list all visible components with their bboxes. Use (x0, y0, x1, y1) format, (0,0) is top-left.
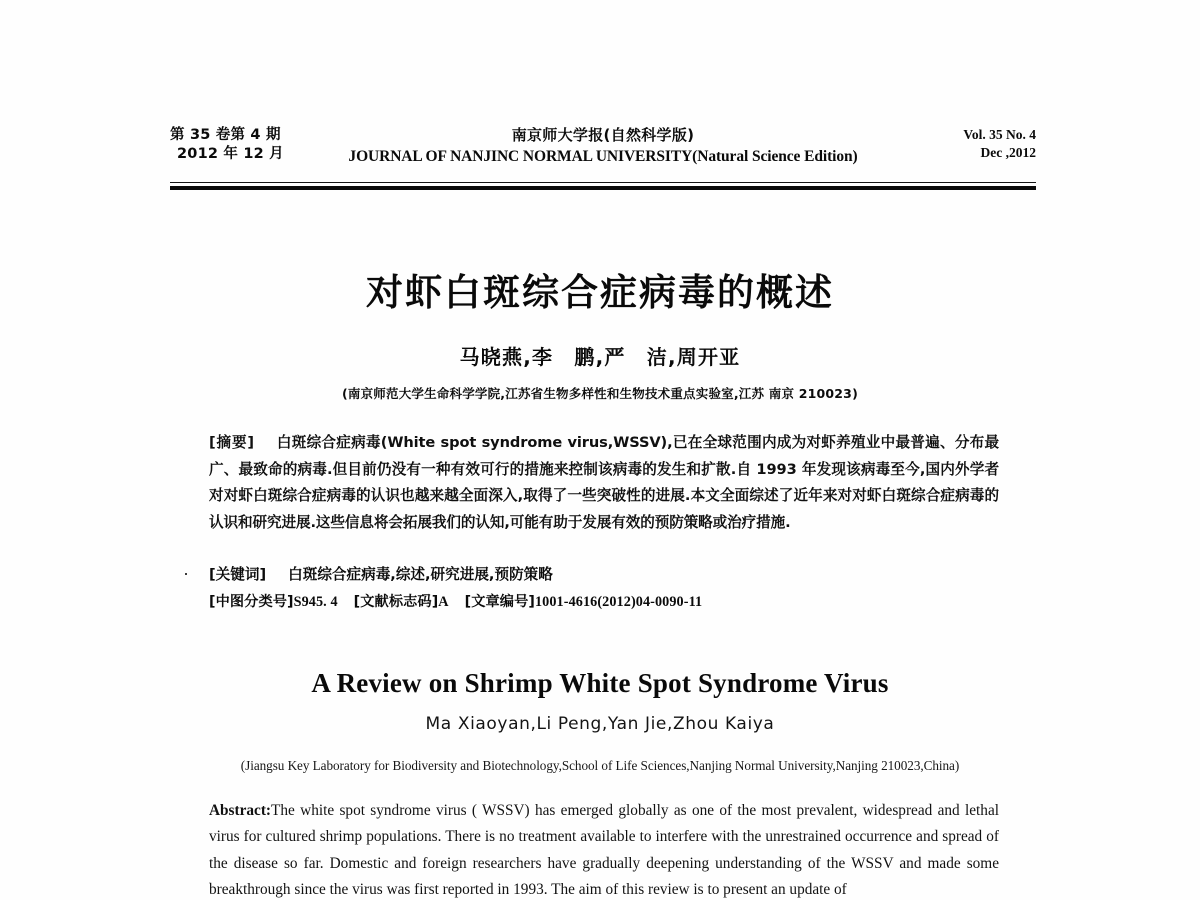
journal-name-en: JOURNAL OF NANJINC NORMAL UNIVERSITY(Natural Science Edition) (348, 147, 858, 165)
clc-value: S945. 4 (293, 594, 338, 610)
abstract-cn-body (209, 430, 999, 536)
doc-code-value: A (438, 594, 449, 610)
volume-issue-en: Vol. 35 No. 4 (963, 127, 1036, 142)
clc-label: [中图分类号] (209, 594, 294, 610)
header-rule-thick (170, 186, 1036, 190)
abstract-cn-label: [摘要] (209, 434, 255, 451)
scan-artifact-speck (185, 573, 187, 575)
affiliation-cn: (南京师范大学生命科学学院,江苏省生物多样性和生物技术重点实验室,江苏 南京 210023) (341, 386, 858, 401)
volume-issue-cn: 第 35 卷第 4 期 (170, 127, 281, 143)
abstract-en (209, 798, 999, 904)
abstract-en-text: The white spot syndrome virus ( WSSV) has emerged globally as one of the most prevalent, widespread and lethal virus for cultured shrimp populations. There is no treatment available to interfere with the unrestrained occurrence and spread of the disease so far. Domestic and foreign researchers have gradually deepening understanding of the WSSV and made some breakthrough since the virus was first reported in 1993. The aim of this review is to present an update of (209, 802, 999, 899)
running-head (170, 126, 1036, 178)
article-id-label: [文章编号] (464, 594, 535, 610)
doc-code-label: [文献标志码] (353, 594, 439, 610)
running-head-right (963, 126, 1036, 162)
classification-line (209, 589, 999, 615)
journal-name-cn: 南京师大学报(自然科学版) (511, 126, 695, 144)
abstract-en-label: Abstract: (209, 802, 272, 819)
keywords-cn-label: [关键词] (209, 566, 267, 583)
abstract-en-body (209, 798, 999, 904)
issue-date-cn: 2012 年 12 月 (177, 146, 284, 163)
article-title-en: A Review on Shrimp White Spot Syndrome Virus (311, 668, 889, 698)
keywords-cn-text: 白斑综合症病毒,综述,研究进展,预防策略 (288, 566, 553, 583)
author-list-en: Ma Xiaoyan,Li Peng,Yan Jie,Zhou Kaiya (425, 714, 775, 734)
affiliation-en: (Jiangsu Key Laboratory for Biodiversity and Biotechnology,School of Life Sciences,Nanjing Normal University,Nanjing 210023,China) (240, 758, 960, 773)
issue-date-en: Dec ,2012 (980, 144, 1036, 160)
article-id-value: 1001-4616(2012)04-0090-11 (534, 594, 703, 610)
author-list-cn: 马晓燕,李 鹏,严 洁,周开亚 (459, 345, 741, 369)
keywords-cn (209, 562, 999, 588)
article-title-cn: 对虾白斑综合症病毒的概述 (366, 271, 834, 314)
running-head-center (170, 126, 1036, 167)
abstract-cn-text: 白斑综合症病毒(White spot syndrome virus,WSSV),已在全球范围内成为对虾养殖业中最普遍、分布最广、最致命的病毒.但目前仍没有一种有效可行的措施来控制该病毒的发生和扩散.自 1993 年发现该病毒至今,国内外学者对对虾白斑综合症病毒的认识也越来越全面深入,取得了一些突破性的进展.本文全面综述了近年来对对虾白斑综合症病毒的认识和研究进展.这些信息将会拓展我们的认知,可能有助于发展有效的预防策略或治疗措施. (209, 434, 999, 531)
abstract-cn (209, 430, 999, 536)
header-rule-thin (170, 182, 1036, 183)
